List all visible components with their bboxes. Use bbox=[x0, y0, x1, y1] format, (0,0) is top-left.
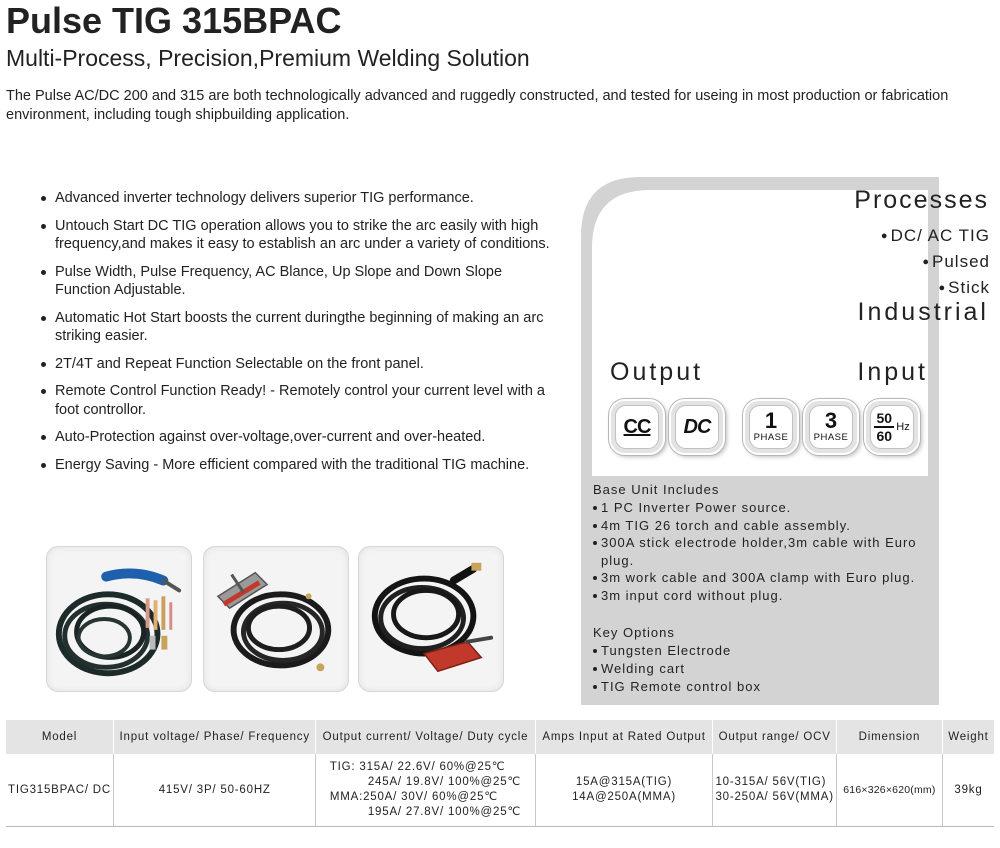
table-header-row bbox=[6, 720, 994, 754]
cc-badge-icon bbox=[609, 399, 665, 455]
cell-range bbox=[713, 754, 836, 826]
cell-amps bbox=[535, 754, 713, 826]
key-option-item: Welding cart bbox=[593, 660, 933, 678]
feature-item: Energy Saving - More efficient compared with the traditional TIG machine. bbox=[40, 456, 550, 475]
industrial-label: Industrial bbox=[857, 298, 989, 326]
feature-item: Advanced inverter technology delivers superior TIG performance. bbox=[40, 189, 550, 208]
single-phase-number: 1 bbox=[764, 408, 778, 433]
tig-torch-photo bbox=[46, 546, 192, 692]
page-title: Pulse TIG 315BPAC bbox=[6, 0, 342, 41]
key-option-item: TIG Remote control box bbox=[593, 678, 933, 696]
key-options-list bbox=[593, 642, 933, 696]
output-label: Output bbox=[610, 358, 704, 386]
work-clamp-cable-photo bbox=[203, 546, 349, 692]
range-line: 30-250A/ 56V(MMA) bbox=[715, 790, 834, 803]
cell-weight: 39kg bbox=[942, 754, 994, 826]
dc-badge-icon bbox=[669, 399, 725, 455]
processes-list bbox=[881, 224, 990, 302]
header-model: Model bbox=[6, 720, 114, 754]
input-label: Input bbox=[857, 358, 928, 386]
output-line: TIG: 315A/ 22.6V/ 60%@25℃ bbox=[329, 760, 506, 773]
accessory-photos bbox=[46, 546, 506, 692]
cc-badge-text: CC bbox=[623, 415, 651, 438]
dc-badge-text: DC bbox=[683, 415, 711, 438]
three-phase-number: 3 bbox=[824, 408, 838, 433]
feature-item: Automatic Hot Start boosts the current duringthe beginning of making an arc striking easier. bbox=[40, 309, 550, 346]
base-unit-list bbox=[593, 499, 933, 604]
cell-output bbox=[316, 754, 535, 826]
output-line: 195A/ 27.8V/ 100%@25℃ bbox=[367, 805, 522, 818]
amps-line: 15A@315A(TIG) bbox=[575, 775, 673, 788]
phase-word: PHASE bbox=[813, 432, 849, 443]
output-line: MMA:250A/ 30V/ 60%@25℃ bbox=[329, 790, 498, 803]
frequency-badge-icon bbox=[864, 399, 920, 455]
hz-bottom: 60 bbox=[876, 428, 893, 444]
cell-model: TIG315BPAC/ DC bbox=[6, 754, 114, 826]
header-range: Output range/ OCV bbox=[713, 720, 836, 754]
header-weight: Weight bbox=[942, 720, 994, 754]
page-subtitle: Multi-Process, Precision,Premium Welding Solution bbox=[6, 45, 530, 71]
feature-item: Untouch Start DC TIG operation allows you to strike the arc easily with high frequency,and makes it easy to establish an arc under a variety of conditions. bbox=[40, 217, 550, 254]
process-item: ● DC/ AC TIG bbox=[881, 224, 990, 250]
feature-item: 2T/4T and Repeat Function Selectable on the front panel. bbox=[40, 355, 550, 374]
specs-table bbox=[6, 720, 994, 827]
feature-item: Pulse Width, Pulse Frequency, AC Blance, Up Slope and Down Slope Function Adjustable. bbox=[40, 263, 550, 300]
header-output: Output current/ Voltage/ Duty cycle bbox=[316, 720, 535, 754]
process-item: ● Stick bbox=[881, 276, 990, 302]
base-unit-item: 4m TIG 26 torch and cable assembly. bbox=[593, 517, 933, 535]
three-phase-badge-icon bbox=[803, 399, 859, 455]
range-line: 10-315A/ 56V(TIG) bbox=[715, 775, 827, 788]
output-line: 245A/ 19.8V/ 100%@25℃ bbox=[367, 775, 522, 788]
base-unit-title: Base Unit Includes bbox=[593, 482, 720, 497]
base-unit-item: 3m work cable and 300A clamp with Euro plug. bbox=[593, 569, 933, 587]
key-option-item: Tungsten Electrode bbox=[593, 642, 933, 660]
intro-paragraph: The Pulse AC/DC 200 and 315 are both technologically advanced and ruggedly constructed, and tested for useing in most production or fabrication environment, including tough shipbuilding application. bbox=[6, 88, 949, 123]
electrode-holder-cable-photo bbox=[358, 546, 504, 692]
phase-word: PHASE bbox=[753, 432, 789, 443]
header-amps: Amps Input at Rated Output bbox=[535, 720, 713, 754]
header-input: Input voltage/ Phase/ Frequency bbox=[114, 720, 316, 754]
header-dimension: Dimension bbox=[836, 720, 942, 754]
feature-list bbox=[40, 189, 550, 483]
hz-top: 50 bbox=[876, 410, 893, 426]
key-options-title: Key Options bbox=[593, 625, 675, 640]
amps-line: 14A@250A(MMA) bbox=[572, 790, 676, 803]
table-row bbox=[6, 754, 994, 826]
base-unit-item: 3m input cord without plug. bbox=[593, 587, 933, 605]
cell-input: 415V/ 3P/ 50-60HZ bbox=[114, 754, 316, 826]
hz-unit: Hz bbox=[896, 421, 910, 433]
feature-item: Remote Control Function Ready! - Remotely control your current level with a foot controllor. bbox=[40, 382, 550, 419]
single-phase-badge-icon bbox=[743, 399, 799, 455]
feature-item: Auto-Protection against over-voltage,over-current and over-heated. bbox=[40, 428, 550, 447]
base-unit-item: 1 PC Inverter Power source. bbox=[593, 499, 933, 517]
process-item: ● Pulsed bbox=[881, 250, 990, 276]
processes-title: Processes bbox=[854, 186, 989, 214]
base-unit-item: 300A stick electrode holder,3m cable with Euro plug. bbox=[593, 534, 933, 569]
cell-dimension: 616×326×620(mm) bbox=[836, 754, 942, 826]
